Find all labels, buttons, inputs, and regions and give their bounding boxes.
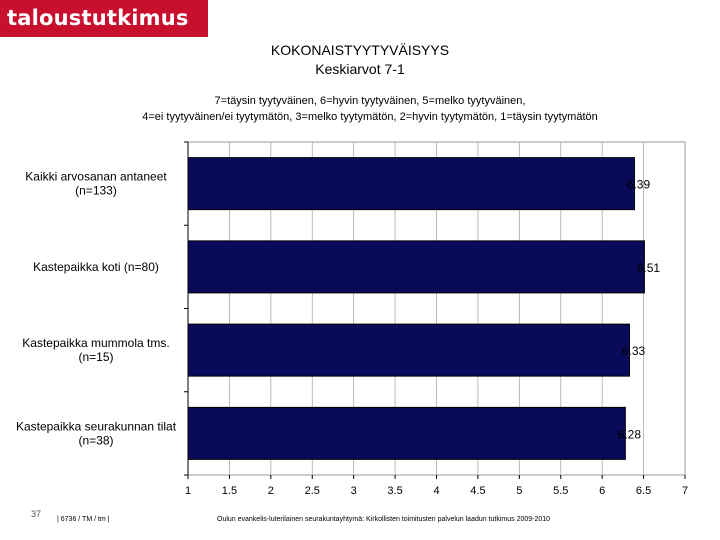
scale-legend-line-1: 7=täysin tyytyväinen, 6=hyvin tyytyväinen, 5=melko tyytyväinen, [214, 95, 526, 107]
x-tick-label: 3 [350, 485, 357, 497]
x-tick-label: 2 [267, 485, 274, 497]
x-tick-label: 6 [599, 485, 606, 497]
category-label: (n=38) [78, 433, 114, 448]
page-number: 37 [31, 509, 42, 519]
chart-subtitle: Keskiarvot 7-1 [315, 61, 405, 77]
category-label: (n=15) [78, 350, 114, 365]
category-label: (n=133) [75, 183, 117, 198]
x-tick-label: 6.5 [635, 485, 652, 497]
x-tick-label: 2.5 [304, 485, 320, 497]
bar [188, 158, 634, 210]
company-logo: taloustutkimus oy [0, 0, 208, 37]
bar [188, 324, 630, 376]
data-label: 6.39 [626, 177, 651, 192]
x-tick-label: 3.5 [387, 485, 403, 497]
data-label: 6.33 [621, 344, 646, 359]
x-tick-label: 7 [681, 485, 689, 497]
data-label: 6.51 [636, 260, 661, 275]
footer-source: Oulun evankelis-luterilainen seurakuntayhtymä: Kirkollisten toimitusten palvelun laadun tutkimus 2009-2010 [217, 516, 551, 523]
x-tick-label: 4 [433, 485, 440, 497]
x-tick-label: 5 [516, 485, 523, 497]
category-label: Kaikki arvosanan antaneet [25, 169, 167, 184]
data-label: 6.28 [617, 427, 642, 442]
chart-title: KOKONAISTYYTYVÄISYYS [270, 42, 450, 58]
category-label: Kastepaikka seurakunnan tilat [15, 419, 177, 434]
x-tick-label: 1.5 [221, 485, 238, 497]
x-tick-label: 1 [184, 485, 192, 497]
category-label: Kastepaikka mummola tms. [22, 336, 170, 351]
bar [188, 241, 644, 293]
bar [188, 407, 625, 459]
x-tick-label: 4.5 [470, 485, 486, 497]
x-tick-label: 5.5 [553, 485, 569, 497]
footer-code: | 6736 / TM / tm | [57, 516, 110, 523]
scale-legend-line-2: 4=ei tyytyväinen/ei tyytymätön, 3=melko tyytymätön, 2=hyvin tyytymätön, 1=täysin tyytymätön [142, 111, 598, 123]
category-label: Kastepaikka koti (n=80) [33, 259, 159, 274]
